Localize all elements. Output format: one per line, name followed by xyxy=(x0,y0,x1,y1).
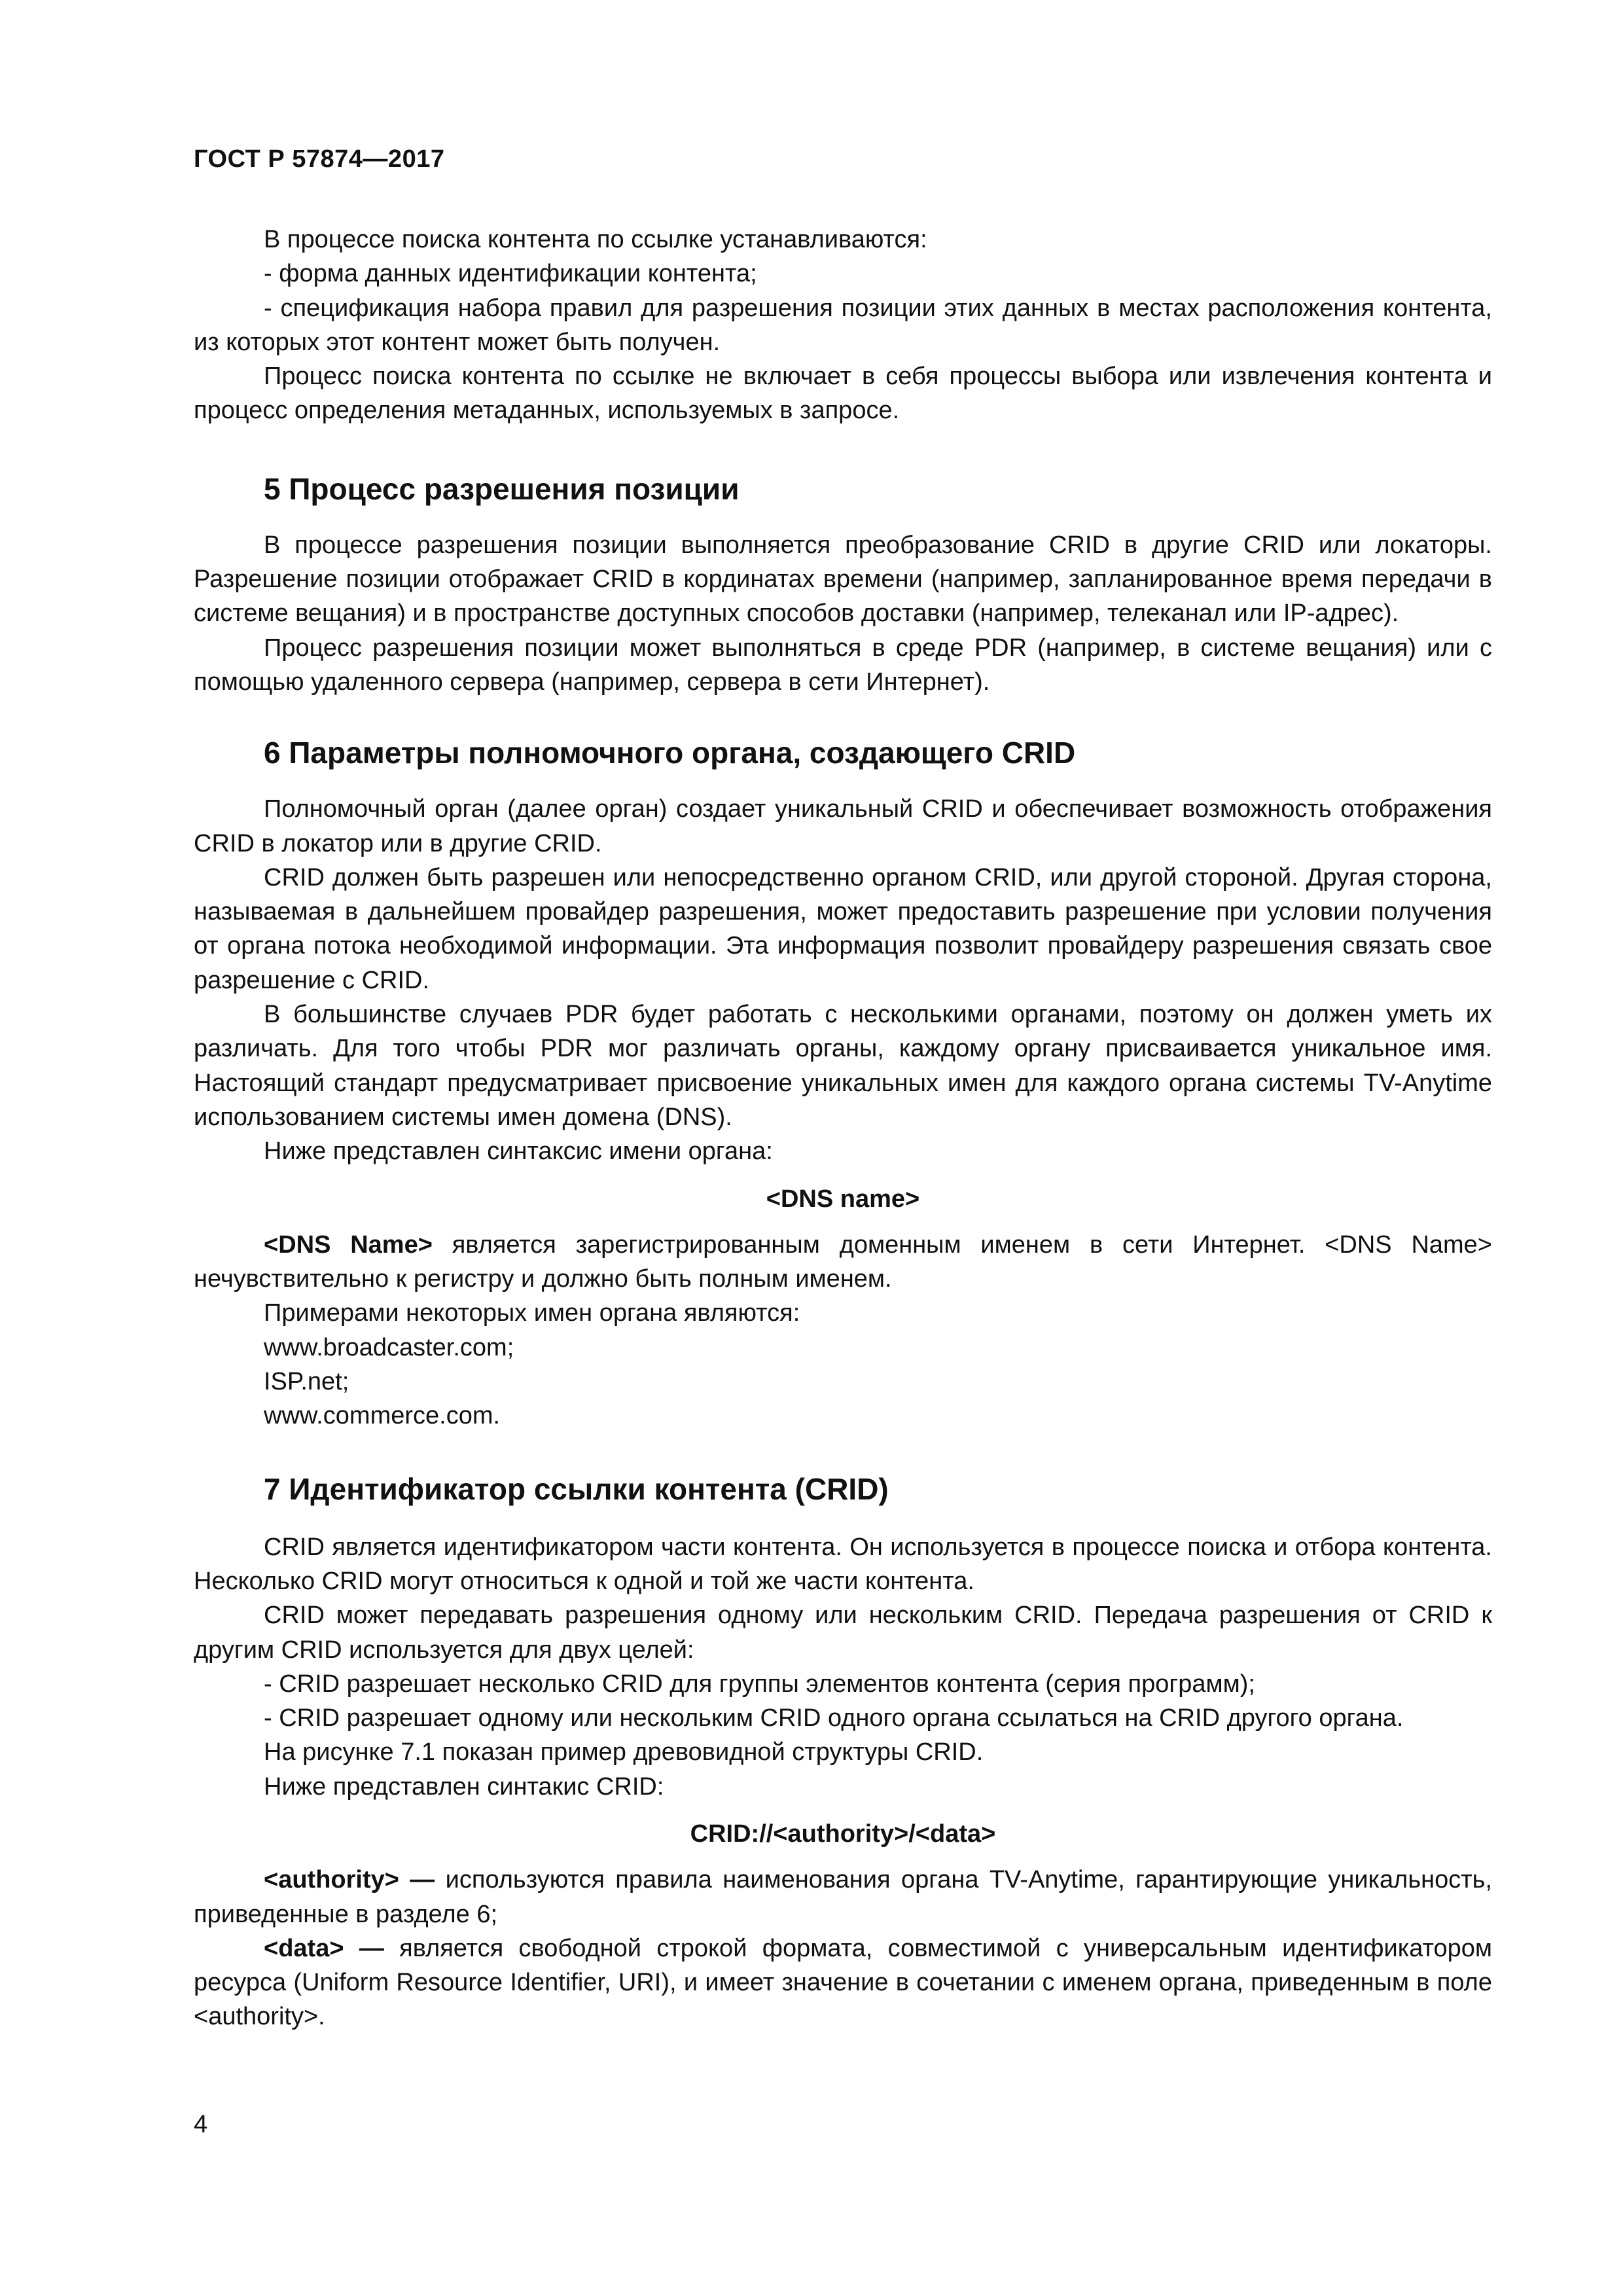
paragraph: В большинстве случаев PDR будет работать с несколькими органами, поэтому он должен уметь их различать. Для того чтобы PDR мог различать органы, каждому органу присваивается уникальное имя. Настоящий стандарт предусматривает присвоение уникальных имен для каждого органа системы TV-Anytime использованием системы имен домена (DNS). xyxy=(194,1001,1492,1131)
document-header: ГОСТ Р 57874—2017 xyxy=(194,145,445,173)
paragraph: CRID должен быть разрешен или непосредственно органом CRID, или другой стороной. Другая сторона, называемая в дальнейшем провайдер разрешения, может предоставить разрешение при условии получения от органа потока необходимой информации. Эта информация позволит провайдеру разрешения связать свое разрешение с CRID. xyxy=(194,863,1492,994)
paragraph: На рисунке 7.1 показан пример древовидной структуры CRID. xyxy=(264,1738,984,1767)
paragraph: CRID может передавать разрешения одному или нескольким CRID. Передача разрешения от CRID к другим CRID используется для двух целей: xyxy=(194,1602,1492,1664)
crid-syntax: CRID://<authority>/<data> xyxy=(690,1820,996,1848)
example-item: ISP.net; xyxy=(264,1368,349,1396)
example-item: www.broadcaster.com; xyxy=(264,1333,514,1361)
paragraph xyxy=(194,1863,1492,1931)
section-7-title: 7 Идентификатор ссылки контента (CRID) xyxy=(264,1471,889,1506)
authority-definition: используются правила наименования органа TV-Anytime, гарантирующие уникальность, приведенные в разделе 6; xyxy=(194,1866,1493,1928)
paragraph: Примерами некоторых имен органа являются: xyxy=(264,1299,800,1327)
dns-name-syntax: <DNS name> xyxy=(766,1185,920,1213)
section-5-title: 5 Процесс разрешения позиции xyxy=(264,471,740,506)
paragraph: Ниже представлен синтаксис имени органа: xyxy=(264,1138,773,1166)
paragraph: В процессе разрешения позиции выполняется преобразование CRID в другие CRID или локаторы. Разрешение позиции отображает CRID в кординатах времени (например, запланированное время передачи в системе вещания) и в пространстве доступных способов доставки (например, телеканал или IP-адрес). xyxy=(194,531,1492,628)
paragraph: В процессе поиска контента по ссылке устанавливаются: xyxy=(264,226,927,253)
data-definition: является свободной строкой формата, совместимой с универсальным идентификатором ресурса (Uniform Resource Identifier, URI), и имеет значение в сочетании с именем органа, приведенным в поле <authority>. xyxy=(194,1934,1492,2031)
page-number: 4 xyxy=(194,2111,208,2138)
paragraph: Процесс поиска контента по ссылке не включает в себя процессы выбора или извлечения контента и процесс определения метаданных, используемых в запросе. xyxy=(194,363,1492,425)
authority-term: <authority> — xyxy=(264,1866,435,1894)
list-item: - форма данных идентификации контента; xyxy=(264,260,757,288)
data-term: <data> — xyxy=(264,1934,384,1962)
dns-name-term: <DNS Name> xyxy=(264,1230,433,1259)
section-6-title: 6 Параметры полномочного органа, создающего CRID xyxy=(264,736,1076,770)
list-item: - CRID разрешает одному или нескольким CRID одного органа ссылаться на CRID другого органа. xyxy=(264,1704,1404,1732)
paragraph xyxy=(194,1931,1492,2034)
paragraph xyxy=(194,1228,1492,1297)
example-item: www.commerce.com. xyxy=(264,1402,501,1430)
document-body xyxy=(194,223,1492,2034)
paragraph: CRID является идентификатором части контента. Он используется в процессе поиска и отбора контента. Несколько CRID могут относиться к одной и той же части контента. xyxy=(194,1533,1492,1595)
paragraph: Полномочный орган (далее орган) создает уникальный CRID и обеспечивает возможность отображения CRID в локатор или в другие CRID. xyxy=(194,795,1492,857)
list-item: - CRID разрешает несколько CRID для группы элементов контента (серия программ); xyxy=(264,1670,1255,1698)
paragraph: Процесс разрешения позиции может выполняться в среде PDR (например, в системе вещания) или с помощью удаленного сервера (например, сервера в сети Интернет). xyxy=(194,634,1492,696)
list-item: - спецификация набора правил для разрешения позиции этих данных в местах расположения контента, из которых этот контент может быть получен. xyxy=(194,294,1492,356)
paragraph: Ниже представлен синтакис CRID: xyxy=(264,1772,664,1801)
dns-name-definition: является зарегистрированным доменным именем в сети Интернет. <DNS Name> нечувствительно к регистру и должно быть полным именем. xyxy=(194,1230,1492,1293)
